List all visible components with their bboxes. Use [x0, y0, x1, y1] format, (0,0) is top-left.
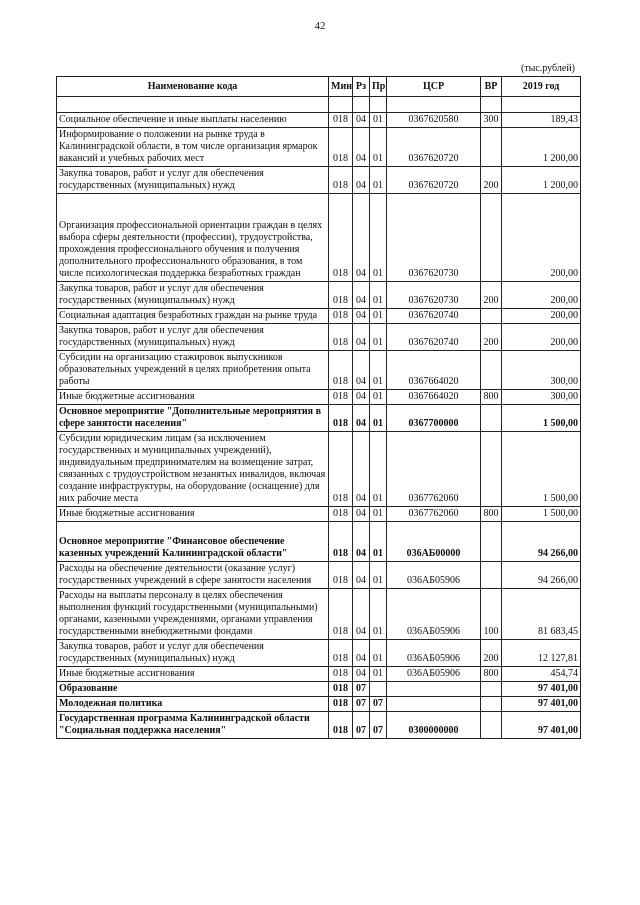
cell-vr	[481, 522, 502, 562]
cell-rz: 04	[353, 667, 370, 682]
cell-min	[329, 97, 353, 113]
cell-vr: 800	[481, 667, 502, 682]
cell-csr: 036АБ05906	[387, 589, 481, 640]
cell-pr: 01	[370, 522, 387, 562]
cell-min: 018	[329, 432, 353, 507]
cell-rz: 04	[353, 640, 370, 667]
cell-rz: 04	[353, 351, 370, 390]
cell-rz: 07	[353, 712, 370, 739]
header-name: Наименование кода	[57, 77, 329, 97]
cell-name: Молодежная политика	[57, 697, 329, 712]
table-row	[57, 113, 581, 128]
cell-name: Государственная программа Калининградской области "Социальная поддержка населения"	[57, 712, 329, 739]
cell-min: 018	[329, 589, 353, 640]
cell-min: 018	[329, 522, 353, 562]
cell-vr	[481, 309, 502, 324]
cell-min: 018	[329, 351, 353, 390]
cell-rz: 07	[353, 697, 370, 712]
cell-csr	[387, 97, 481, 113]
cell-csr: 0367762060	[387, 507, 481, 522]
cell-rz: 04	[353, 194, 370, 282]
cell-sum: 1 500,00	[502, 405, 581, 432]
cell-min: 018	[329, 128, 353, 167]
header-rz: Рз	[353, 77, 370, 97]
table-row	[57, 589, 581, 640]
cell-vr	[481, 682, 502, 697]
cell-sum: 12 127,81	[502, 640, 581, 667]
table-row	[57, 405, 581, 432]
budget-table-body	[57, 97, 581, 739]
cell-rz	[353, 97, 370, 113]
table-row	[57, 309, 581, 324]
cell-rz: 04	[353, 390, 370, 405]
cell-vr	[481, 97, 502, 113]
cell-min: 018	[329, 324, 353, 351]
cell-vr	[481, 697, 502, 712]
cell-csr: 0300000000	[387, 712, 481, 739]
cell-rz: 04	[353, 562, 370, 589]
cell-rz: 04	[353, 405, 370, 432]
cell-name: Закупка товаров, работ и услуг для обеспечения государственных (муниципальных) нужд	[57, 640, 329, 667]
cell-sum: 300,00	[502, 390, 581, 405]
cell-pr: 01	[370, 507, 387, 522]
header-year: 2019 год	[502, 77, 581, 97]
cell-pr	[370, 682, 387, 697]
table-row	[57, 390, 581, 405]
cell-name	[57, 97, 329, 113]
cell-csr: 0367620730	[387, 282, 481, 309]
cell-pr: 01	[370, 113, 387, 128]
cell-name: Социальное обеспечение и иные выплаты населению	[57, 113, 329, 128]
cell-csr: 0367620720	[387, 128, 481, 167]
cell-pr: 01	[370, 194, 387, 282]
cell-pr: 01	[370, 167, 387, 194]
cell-sum: 81 683,45	[502, 589, 581, 640]
cell-sum: 300,00	[502, 351, 581, 390]
table-header-row	[57, 77, 581, 97]
cell-name: Образование	[57, 682, 329, 697]
cell-rz: 04	[353, 522, 370, 562]
cell-min: 018	[329, 697, 353, 712]
cell-csr: 0367762060	[387, 432, 481, 507]
cell-min: 018	[329, 390, 353, 405]
cell-vr	[481, 128, 502, 167]
header-pr: Пр	[370, 77, 387, 97]
cell-rz: 07	[353, 682, 370, 697]
cell-csr: 0367620730	[387, 194, 481, 282]
table-row	[57, 282, 581, 309]
cell-rz: 04	[353, 128, 370, 167]
cell-name: Закупка товаров, работ и услуг для обеспечения государственных (муниципальных) нужд	[57, 167, 329, 194]
cell-vr: 800	[481, 507, 502, 522]
page-number: 42	[314, 20, 326, 32]
cell-name: Иные бюджетные ассигнования	[57, 390, 329, 405]
cell-sum: 94 266,00	[502, 562, 581, 589]
cell-pr: 01	[370, 282, 387, 309]
cell-sum: 200,00	[502, 324, 581, 351]
cell-pr: 01	[370, 432, 387, 507]
table-row	[57, 667, 581, 682]
cell-sum: 97 401,00	[502, 697, 581, 712]
cell-csr: 0367620720	[387, 167, 481, 194]
cell-rz: 04	[353, 282, 370, 309]
cell-pr: 01	[370, 309, 387, 324]
budget-table	[56, 76, 581, 739]
cell-name: Социальная адаптация безработных граждан на рынке труда	[57, 309, 329, 324]
cell-min: 018	[329, 167, 353, 194]
cell-csr: 0367700000	[387, 405, 481, 432]
cell-min: 018	[329, 309, 353, 324]
cell-name: Закупка товаров, работ и услуг для обеспечения государственных (муниципальных) нужд	[57, 282, 329, 309]
cell-csr: 036АБ05906	[387, 640, 481, 667]
cell-rz: 04	[353, 324, 370, 351]
cell-pr: 01	[370, 128, 387, 167]
cell-csr: 0367664020	[387, 351, 481, 390]
cell-pr: 01	[370, 405, 387, 432]
table-row	[57, 324, 581, 351]
cell-pr	[370, 97, 387, 113]
cell-sum: 200,00	[502, 282, 581, 309]
cell-min: 018	[329, 682, 353, 697]
header-csr: ЦСР	[387, 77, 481, 97]
cell-min: 018	[329, 640, 353, 667]
cell-min: 018	[329, 712, 353, 739]
table-row	[57, 712, 581, 739]
cell-min: 018	[329, 405, 353, 432]
cell-min: 018	[329, 282, 353, 309]
cell-pr: 01	[370, 562, 387, 589]
table-row	[57, 194, 581, 282]
cell-csr: 0367620740	[387, 309, 481, 324]
cell-name: Субсидии юридическим лицам (за исключением государственных и муниципальных учреждений), индивидуальным предпринимателям на возмещение затрат, связанных с трудоустройством незанятых инвалидов, включая создание инфраструктуры, на оборудование (оснащение) для них рабочие места	[57, 432, 329, 507]
cell-sum: 1 500,00	[502, 507, 581, 522]
cell-min: 018	[329, 507, 353, 522]
cell-name: Закупка товаров, работ и услуг для обеспечения государственных (муниципальных) нужд	[57, 324, 329, 351]
cell-vr: 800	[481, 390, 502, 405]
cell-name: Субсидии на организацию стажировок выпускников образовательных учреждений в целях приобретения опыта работы	[57, 351, 329, 390]
cell-csr: 036АБ05906	[387, 667, 481, 682]
cell-sum: 1 500,00	[502, 432, 581, 507]
cell-pr: 01	[370, 351, 387, 390]
table-row	[57, 128, 581, 167]
cell-rz: 04	[353, 167, 370, 194]
cell-min: 018	[329, 667, 353, 682]
cell-sum: 454,74	[502, 667, 581, 682]
cell-vr: 200	[481, 282, 502, 309]
cell-vr: 200	[481, 167, 502, 194]
cell-pr: 01	[370, 640, 387, 667]
cell-sum	[502, 97, 581, 113]
cell-name: Иные бюджетные ассигнования	[57, 667, 329, 682]
cell-pr: 01	[370, 324, 387, 351]
table-spacer-row	[57, 97, 581, 113]
cell-csr	[387, 682, 481, 697]
cell-vr	[481, 405, 502, 432]
cell-rz: 04	[353, 432, 370, 507]
cell-csr: 036АБ00000	[387, 522, 481, 562]
cell-name: Основное мероприятие "Финансовое обеспечение казенных учреждений Калининградской области"	[57, 522, 329, 562]
cell-name: Расходы на обеспечение деятельности (оказание услуг) государственных учреждений в сфере занятости населения	[57, 562, 329, 589]
cell-pr: 07	[370, 697, 387, 712]
cell-min: 018	[329, 194, 353, 282]
cell-csr: 0367620740	[387, 324, 481, 351]
cell-sum: 1 200,00	[502, 167, 581, 194]
cell-vr: 300	[481, 113, 502, 128]
table-row	[57, 432, 581, 507]
cell-pr: 07	[370, 712, 387, 739]
cell-sum: 94 266,00	[502, 522, 581, 562]
cell-pr: 01	[370, 589, 387, 640]
table-row	[57, 682, 581, 697]
table-row	[57, 562, 581, 589]
cell-min: 018	[329, 113, 353, 128]
cell-min: 018	[329, 562, 353, 589]
cell-csr: 0367664020	[387, 390, 481, 405]
cell-vr: 200	[481, 640, 502, 667]
cell-pr: 01	[370, 390, 387, 405]
table-row	[57, 522, 581, 562]
cell-rz: 04	[353, 589, 370, 640]
cell-vr	[481, 562, 502, 589]
cell-sum: 189,43	[502, 113, 581, 128]
cell-sum: 97 401,00	[502, 712, 581, 739]
cell-csr	[387, 697, 481, 712]
units-label: (тыс.рублей)	[520, 63, 575, 74]
table-row	[57, 640, 581, 667]
cell-csr: 036АБ05906	[387, 562, 481, 589]
table-row	[57, 507, 581, 522]
table-row	[57, 351, 581, 390]
cell-name: Информирование о положении на рынке труда в Калининградской области, в том числе организация ярмарок вакансий и учебных рабочих мест	[57, 128, 329, 167]
cell-rz: 04	[353, 507, 370, 522]
cell-rz: 04	[353, 309, 370, 324]
header-min: Мин	[329, 77, 353, 97]
cell-vr: 200	[481, 324, 502, 351]
cell-vr	[481, 194, 502, 282]
cell-vr	[481, 712, 502, 739]
cell-name: Организация профессиональной ориентации граждан в целях выбора сферы деятельности (профессии), трудоустройства, прохождения профессионального обучения и получения дополнительного профессионального образования, в том числе психологическая поддержка безработных граждан	[57, 194, 329, 282]
cell-rz: 04	[353, 113, 370, 128]
table-row	[57, 167, 581, 194]
cell-sum: 200,00	[502, 309, 581, 324]
cell-pr: 01	[370, 667, 387, 682]
cell-vr	[481, 351, 502, 390]
cell-csr: 0367620580	[387, 113, 481, 128]
header-vr: ВР	[481, 77, 502, 97]
cell-sum: 1 200,00	[502, 128, 581, 167]
table-row	[57, 697, 581, 712]
cell-sum: 200,00	[502, 194, 581, 282]
cell-name: Расходы на выплаты персоналу в целях обеспечения выполнения функций государственными (муниципальными) органами, казенными учреждениями, органами управления государственными внебюджетными фондами	[57, 589, 329, 640]
cell-sum: 97 401,00	[502, 682, 581, 697]
cell-vr: 100	[481, 589, 502, 640]
cell-vr	[481, 432, 502, 507]
cell-name: Основное мероприятие "Дополнительные мероприятия в сфере занятости населения"	[57, 405, 329, 432]
cell-name: Иные бюджетные ассигнования	[57, 507, 329, 522]
